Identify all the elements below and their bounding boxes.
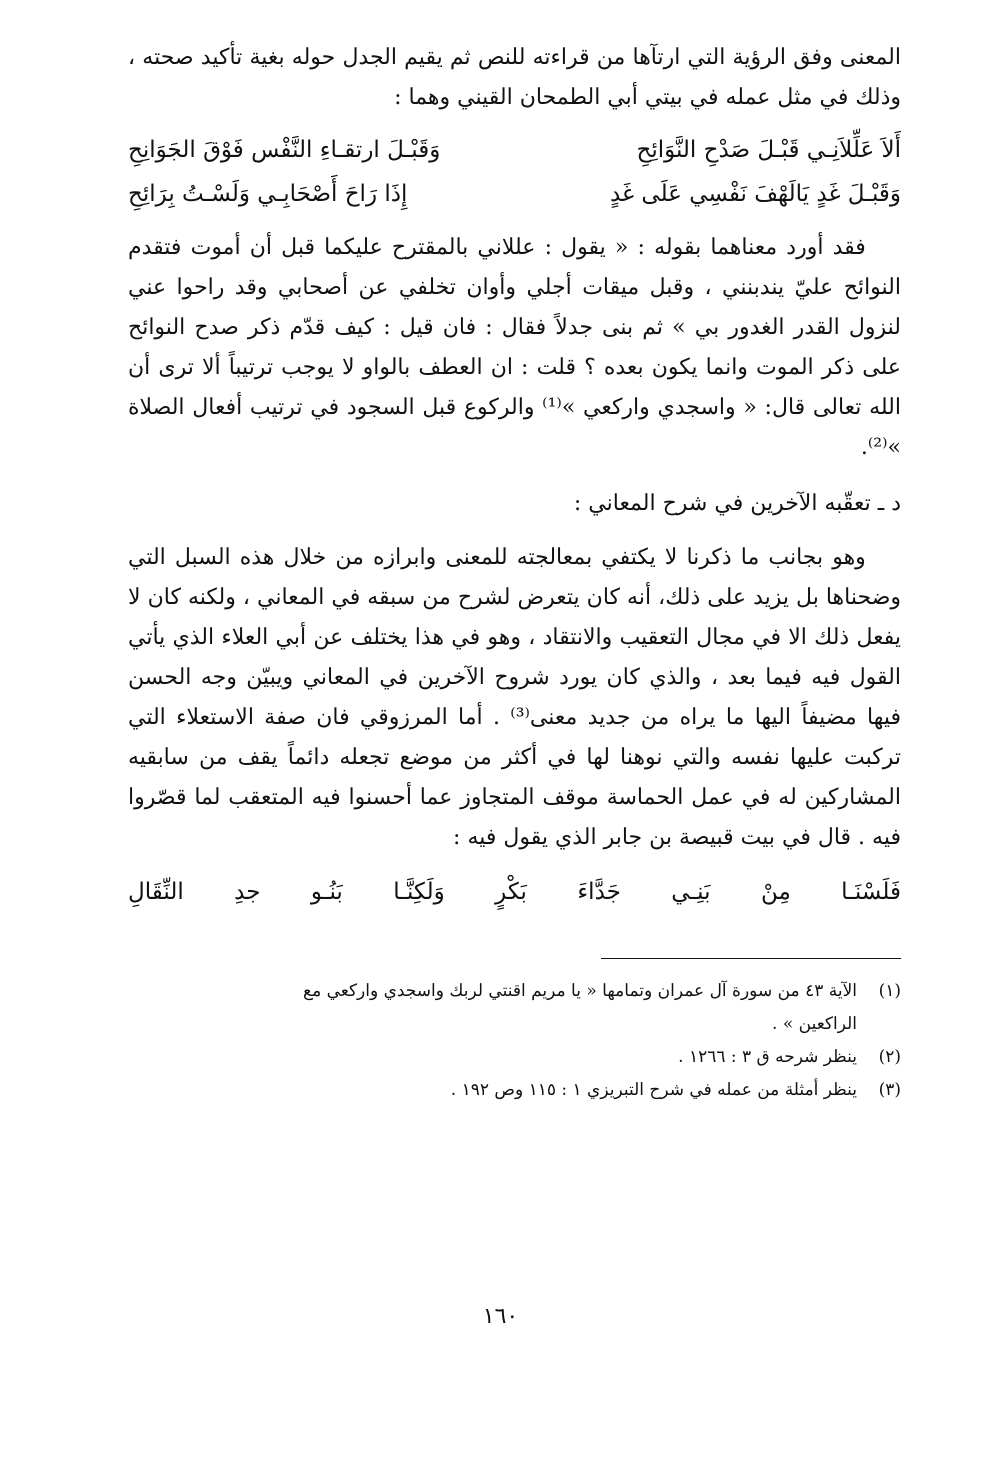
- verse-word: النِّقَالِ: [128, 879, 184, 905]
- footnote-continuation: الراكعين » .: [772, 1014, 857, 1034]
- verse-word: مِنْ: [760, 879, 791, 905]
- footnote-number: (١): [878, 981, 901, 1001]
- verse-word: بَكْرٍ: [495, 879, 527, 905]
- footnotes: [128, 975, 901, 1107]
- page-number: ١٦٠: [482, 1304, 519, 1329]
- verse-hemistich: إِذَا رَاحَ أَصْحَابِـي وَلَسْـتُ بِرَائِحِ: [128, 181, 408, 207]
- verse-block-qabisa: [128, 870, 901, 914]
- verse-block-abu-altamhan: [128, 128, 901, 216]
- footnote: [128, 975, 901, 1008]
- section-heading: د ـ تعقّبه الآخرين في شرح المعاني :: [573, 491, 901, 516]
- verse-word: جَدَّاءَ: [577, 879, 621, 905]
- verse-word: جدِ: [234, 879, 261, 905]
- footnote: [128, 1041, 901, 1074]
- footnote-divider: [601, 958, 901, 959]
- verse-hemistich: أَلاَ عَلِّلاَنِـي قَبْـلَ صَدْحِ النَّوَائِحِ: [636, 137, 901, 163]
- verse-word: بَنُـو: [310, 879, 343, 905]
- footnote: [128, 1074, 901, 1107]
- discussion-paragraph: وهو بجانب ما ذكرنا لا يكتفي بمعالجته للمعنى وابرازه من خلال هذه السبل التي وضحناها بل يزيد على ذلك، أنه كان يتعرض لشرح من سبقه في المعاني ، ولكنه كان لا يفعل ذلك الا في مجال التعقيب والانتقاد ، وهو في هذا يختلف عن أبي العلاء الذي يأتي القول فيه فيما بعد ، والذي كان يورد شروح الآخرين في المعاني ويبيّن وجه الحسن فيها مضيفاً اليها ما يراه من جديد معنى⁽³⁾ . أما المرزوقي فان صفة الاستعلاء التي تركبت عليها نفسه والتي نوهنا لها في أكثر من موضع تجعله دائماً يقف من سابقيه المشاركين له في عمل الحماسة موقف المتجاوز عما أحسنوا فيه المتعقب لما قصّروا فيه . قال في بيت قبيصة بن جابر الذي يقول فيه :: [128, 545, 901, 850]
- commentary-paragraph: فقد أورد معناهما بقوله : « يقول : عللاني بالمقترح عليكما قبل أن أموت فتقدم النوائح عليّ يندبنني ، وقبل ميقات أجلي وأوان تخلفي عن أصحابي وقد راحوا عني لنزول القدر الغدور بي » ثم بنى جدلاً فقال : فان قيل : كيف قدّم ذكر صدح النوائح على ذكر الموت وانما يكون بعده ؟ قلت : ان العطف بالواو لا يوجب ترتيباً ألا ترى أن الله تعالى قال: « واسجدي واركعي »⁽¹⁾ والركوع قبل السجود في ترتيب أفعال الصلاة »⁽²⁾.: [128, 235, 902, 460]
- verse-word: وَلَكِنَّـا: [393, 879, 445, 905]
- verse-hemistich: وَقَبْـلَ غَدٍ يَالَهْفَ نَفْسِي عَلَى غَدٍ: [609, 181, 901, 207]
- intro-paragraph: المعنى وفق الرؤية التي ارتآها من قراءته للنص ثم يقيم الجدل حوله بغية تأكيد صحته ، وذلك في مثل عمله في بيتي أبي الطمحان القيني وهما :: [128, 45, 901, 110]
- footnote-text: الآية ٤٣ من سورة آل عمران وتمامها « يا مريم اقنتي لربك واسجدي واركعي مع: [303, 981, 857, 1001]
- verse-word: فَلَسْنَـا: [841, 879, 901, 905]
- verse-line: [128, 128, 901, 172]
- footnote-text: ينظر أمثلة من عمله في شرح التبريزي ١ : ١١٥ وص ١٩٢ .: [450, 1080, 857, 1100]
- verse-hemistich: وَقَبْـلَ ارتقـاءِ النَّفْس فَوْقَ الجَوَانِحِ: [128, 137, 441, 163]
- verse-line: [128, 172, 901, 216]
- verse-line: [128, 870, 901, 914]
- footnote-number: (٢): [878, 1047, 901, 1067]
- footnote-number: (٣): [878, 1080, 901, 1100]
- footnote-text: ينظر شرحه ق ٣ : ١٢٦٦ .: [678, 1047, 857, 1067]
- verse-word: بَنِـي: [671, 879, 711, 905]
